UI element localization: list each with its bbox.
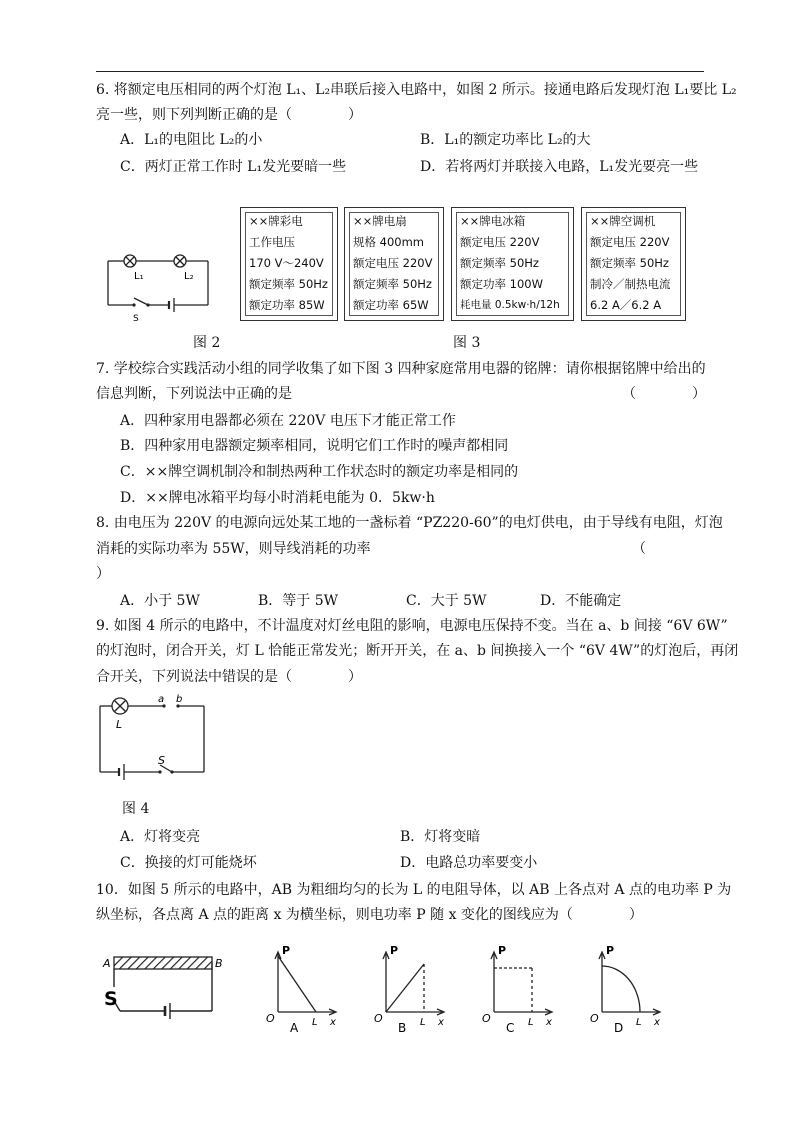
nameplate-tv xyxy=(240,207,338,321)
graph-d-p-label: P xyxy=(606,944,615,957)
q7-stem-line1: 7. 学校综合实践活动小组的同学收集了如下图 3 四种家庭常用电器的铭牌：请你根据铭牌中给出的 xyxy=(96,361,706,377)
nameplate-ac-line: 额定电压 220V xyxy=(590,235,670,249)
nameplate-fridge-line: 额定功率 100W xyxy=(460,277,543,291)
fig4-label-s: S xyxy=(158,754,165,767)
figure-2-caption: 图 2 xyxy=(193,335,221,351)
q9-stem-line1: 9. 如图 4 所示的电路中，不计温度对灯丝电阻的影响，电源电压保持不变。当在 a、b 间接 “6V 6W” xyxy=(96,618,728,634)
nameplate-ac-line: 6.2 A／6.2 A xyxy=(590,298,662,312)
graph-b-letter: B xyxy=(398,1021,407,1034)
q10-stem-line1: 10．如图 5 所示的电路中，AB 为粗细均匀的长为 L 的电阻导体，以 AB 上各点对 A 点的电功率 P 为 xyxy=(96,882,732,898)
nameplate-fan-line: ××牌电扇 xyxy=(353,214,407,228)
graph-c-x-label: x xyxy=(546,1017,552,1028)
q8-paren-close: ） xyxy=(96,566,110,582)
nameplate-fridge-line: 额定电压 220V xyxy=(460,235,540,249)
q7-option-a: A．四种家用电器都必须在 220V 电压下才能正常工作 xyxy=(120,413,456,429)
figure-4-caption: 图 4 xyxy=(122,801,150,817)
q7-stem-line2: 信息判断，下列说法中正确的是 xyxy=(96,386,292,402)
q8-stem-line2: 消耗的实际功率为 55W，则导线消耗的功率 xyxy=(96,541,371,557)
nameplate-fan-line: 额定功率 65W xyxy=(353,298,429,312)
graph-b-p-label: P xyxy=(390,944,399,957)
nameplate-tv-line: 额定功率 85W xyxy=(249,298,325,312)
nameplate-ac-line: ××牌空调机 xyxy=(590,214,656,228)
q6-option-d: D．若将两灯并联接入电路，L₁发光要亮一些 xyxy=(420,159,699,175)
q8-option-d: D．不能确定 xyxy=(540,593,622,609)
graph-d-origin: O xyxy=(590,1012,599,1025)
graph-option-b xyxy=(370,940,456,1034)
graph-c-origin: O xyxy=(482,1012,491,1025)
graph-option-d xyxy=(586,940,672,1034)
nameplate-fridge xyxy=(451,207,574,321)
q8-option-a: A．小于 5W xyxy=(120,593,200,609)
q6-option-c: C．两灯正常工作时 L₁发光要暗一些 xyxy=(120,159,347,175)
figure-2-circuit xyxy=(100,243,220,323)
graph-option-a xyxy=(262,940,348,1034)
nameplate-ac-line: 制冷／制热电流 xyxy=(590,277,671,291)
fig4-label-a: a xyxy=(158,694,165,705)
graph-a-p-label: P xyxy=(282,944,291,957)
graph-a-letter: A xyxy=(290,1021,299,1034)
nameplate-tv-line: 额定频率 50Hz xyxy=(249,277,328,291)
q8-option-b: B．等于 5W xyxy=(258,593,339,609)
fig4-label-l: L xyxy=(116,718,123,731)
q7-answer-paren: （ ） xyxy=(622,386,706,402)
nameplate-ac xyxy=(581,207,686,321)
q6-option-a: A．L₁的电阻比 L₂的小 xyxy=(120,132,263,148)
q8-stem-line1: 8. 由电压为 220V 的电源向远处某工地的一盏标着 “PZ220-60”的电灯供电，由于导线有电阻，灯泡 xyxy=(96,515,723,531)
nameplate-fan-line: 额定电压 220V xyxy=(353,256,433,270)
figure-5-circuit xyxy=(100,945,232,1027)
q7-option-d: D．××牌电冰箱平均每小时消耗电能为 0．5kw·h xyxy=(120,490,435,506)
graph-a-origin: O xyxy=(266,1012,275,1025)
graph-a-x-label: x xyxy=(330,1017,336,1028)
q7-option-b: B．四种家用电器额定频率相同，说明它们工作时的噪声都相同 xyxy=(120,438,509,454)
q10-stem-line2: 纵坐标，各点离 A 点的距离 x 为横坐标，则电功率 P 随 x 变化的图线应为（ ） xyxy=(96,907,643,923)
q9-option-c: C．换接的灯可能烧坏 xyxy=(120,855,257,871)
q6-stem-line1: 6. 将额定电压相同的两个灯泡 L₁、L₂串联后接入电路中，如图 2 所示。接通电路后发现灯泡 L₁要比 L₂ xyxy=(96,82,737,98)
fig2-label-s: S xyxy=(133,314,139,323)
fig2-label-l1: L₁ xyxy=(134,271,144,282)
fig5-label-b: B xyxy=(215,957,223,970)
figure-3-caption: 图 3 xyxy=(453,335,481,351)
graph-c-letter: C xyxy=(506,1021,515,1034)
graph-d-l-label: L xyxy=(636,1017,642,1028)
graph-d-curve xyxy=(602,966,640,1012)
figure-4-circuit xyxy=(94,692,214,784)
q7-option-c: C．××牌空调机制冷和制热两种工作状态时的额定功率是相同的 xyxy=(120,464,519,480)
graph-option-c xyxy=(478,940,564,1034)
graph-d-letter: D xyxy=(614,1021,624,1034)
fig5-label-s: S xyxy=(104,988,118,1010)
graph-b-x-label: x xyxy=(438,1017,444,1028)
graph-c-p-label: P xyxy=(498,944,507,957)
nameplate-fridge-line: 额定频率 50Hz xyxy=(460,256,539,270)
q9-stem-line3: 合开关，下列说法中错误的是（ ） xyxy=(96,669,362,685)
nameplate-ac-line: 额定频率 50Hz xyxy=(590,256,669,270)
fig2-label-l2: L₂ xyxy=(184,271,194,282)
nameplate-fridge-line: 耗电量 0.5kw·h/12h xyxy=(460,299,560,311)
graph-c-l-label: L xyxy=(528,1017,534,1028)
resistor-ab xyxy=(114,957,212,969)
graph-b-l-label: L xyxy=(420,1017,426,1028)
nameplate-fan-line: 规格 400mm xyxy=(353,235,425,249)
q9-stem-line2: 的灯泡时，闭合开关，灯 L 恰能正常发光；断开开关，在 a、b 间换接入一个 “6V 4W”的灯泡后，再闭 xyxy=(96,643,739,659)
header-rule xyxy=(96,71,704,72)
q8-option-c: C．大于 5W xyxy=(406,593,487,609)
q6-stem-line2: 亮一些，则下列判断正确的是（ ） xyxy=(96,107,362,123)
fig4-label-b: b xyxy=(176,694,183,705)
q9-option-d: D．电路总功率要变小 xyxy=(400,855,538,871)
nameplate-fan-line: 额定频率 50Hz xyxy=(353,277,432,291)
q8-paren-open: （ xyxy=(632,541,646,557)
graph-b-curve xyxy=(386,964,424,1012)
q9-option-b: B．灯将变暗 xyxy=(400,829,481,845)
nameplate-fan xyxy=(344,207,444,321)
nameplate-tv-line: 工作电压 xyxy=(249,235,295,249)
nameplate-fridge-line: ××牌电冰箱 xyxy=(460,214,526,228)
fig5-label-a: A xyxy=(103,957,111,970)
q6-option-b: B．L₁的额定功率比 L₂的大 xyxy=(420,132,591,148)
graph-a-l-label: L xyxy=(312,1017,318,1028)
nameplate-tv-line: ××牌彩电 xyxy=(249,214,303,228)
graph-b-origin: O xyxy=(374,1012,383,1025)
graph-d-x-label: x xyxy=(654,1017,660,1028)
graph-a-curve xyxy=(278,956,316,1012)
nameplate-tv-line: 170 V～240V xyxy=(249,256,324,270)
q9-option-a: A．灯将变亮 xyxy=(120,829,201,845)
